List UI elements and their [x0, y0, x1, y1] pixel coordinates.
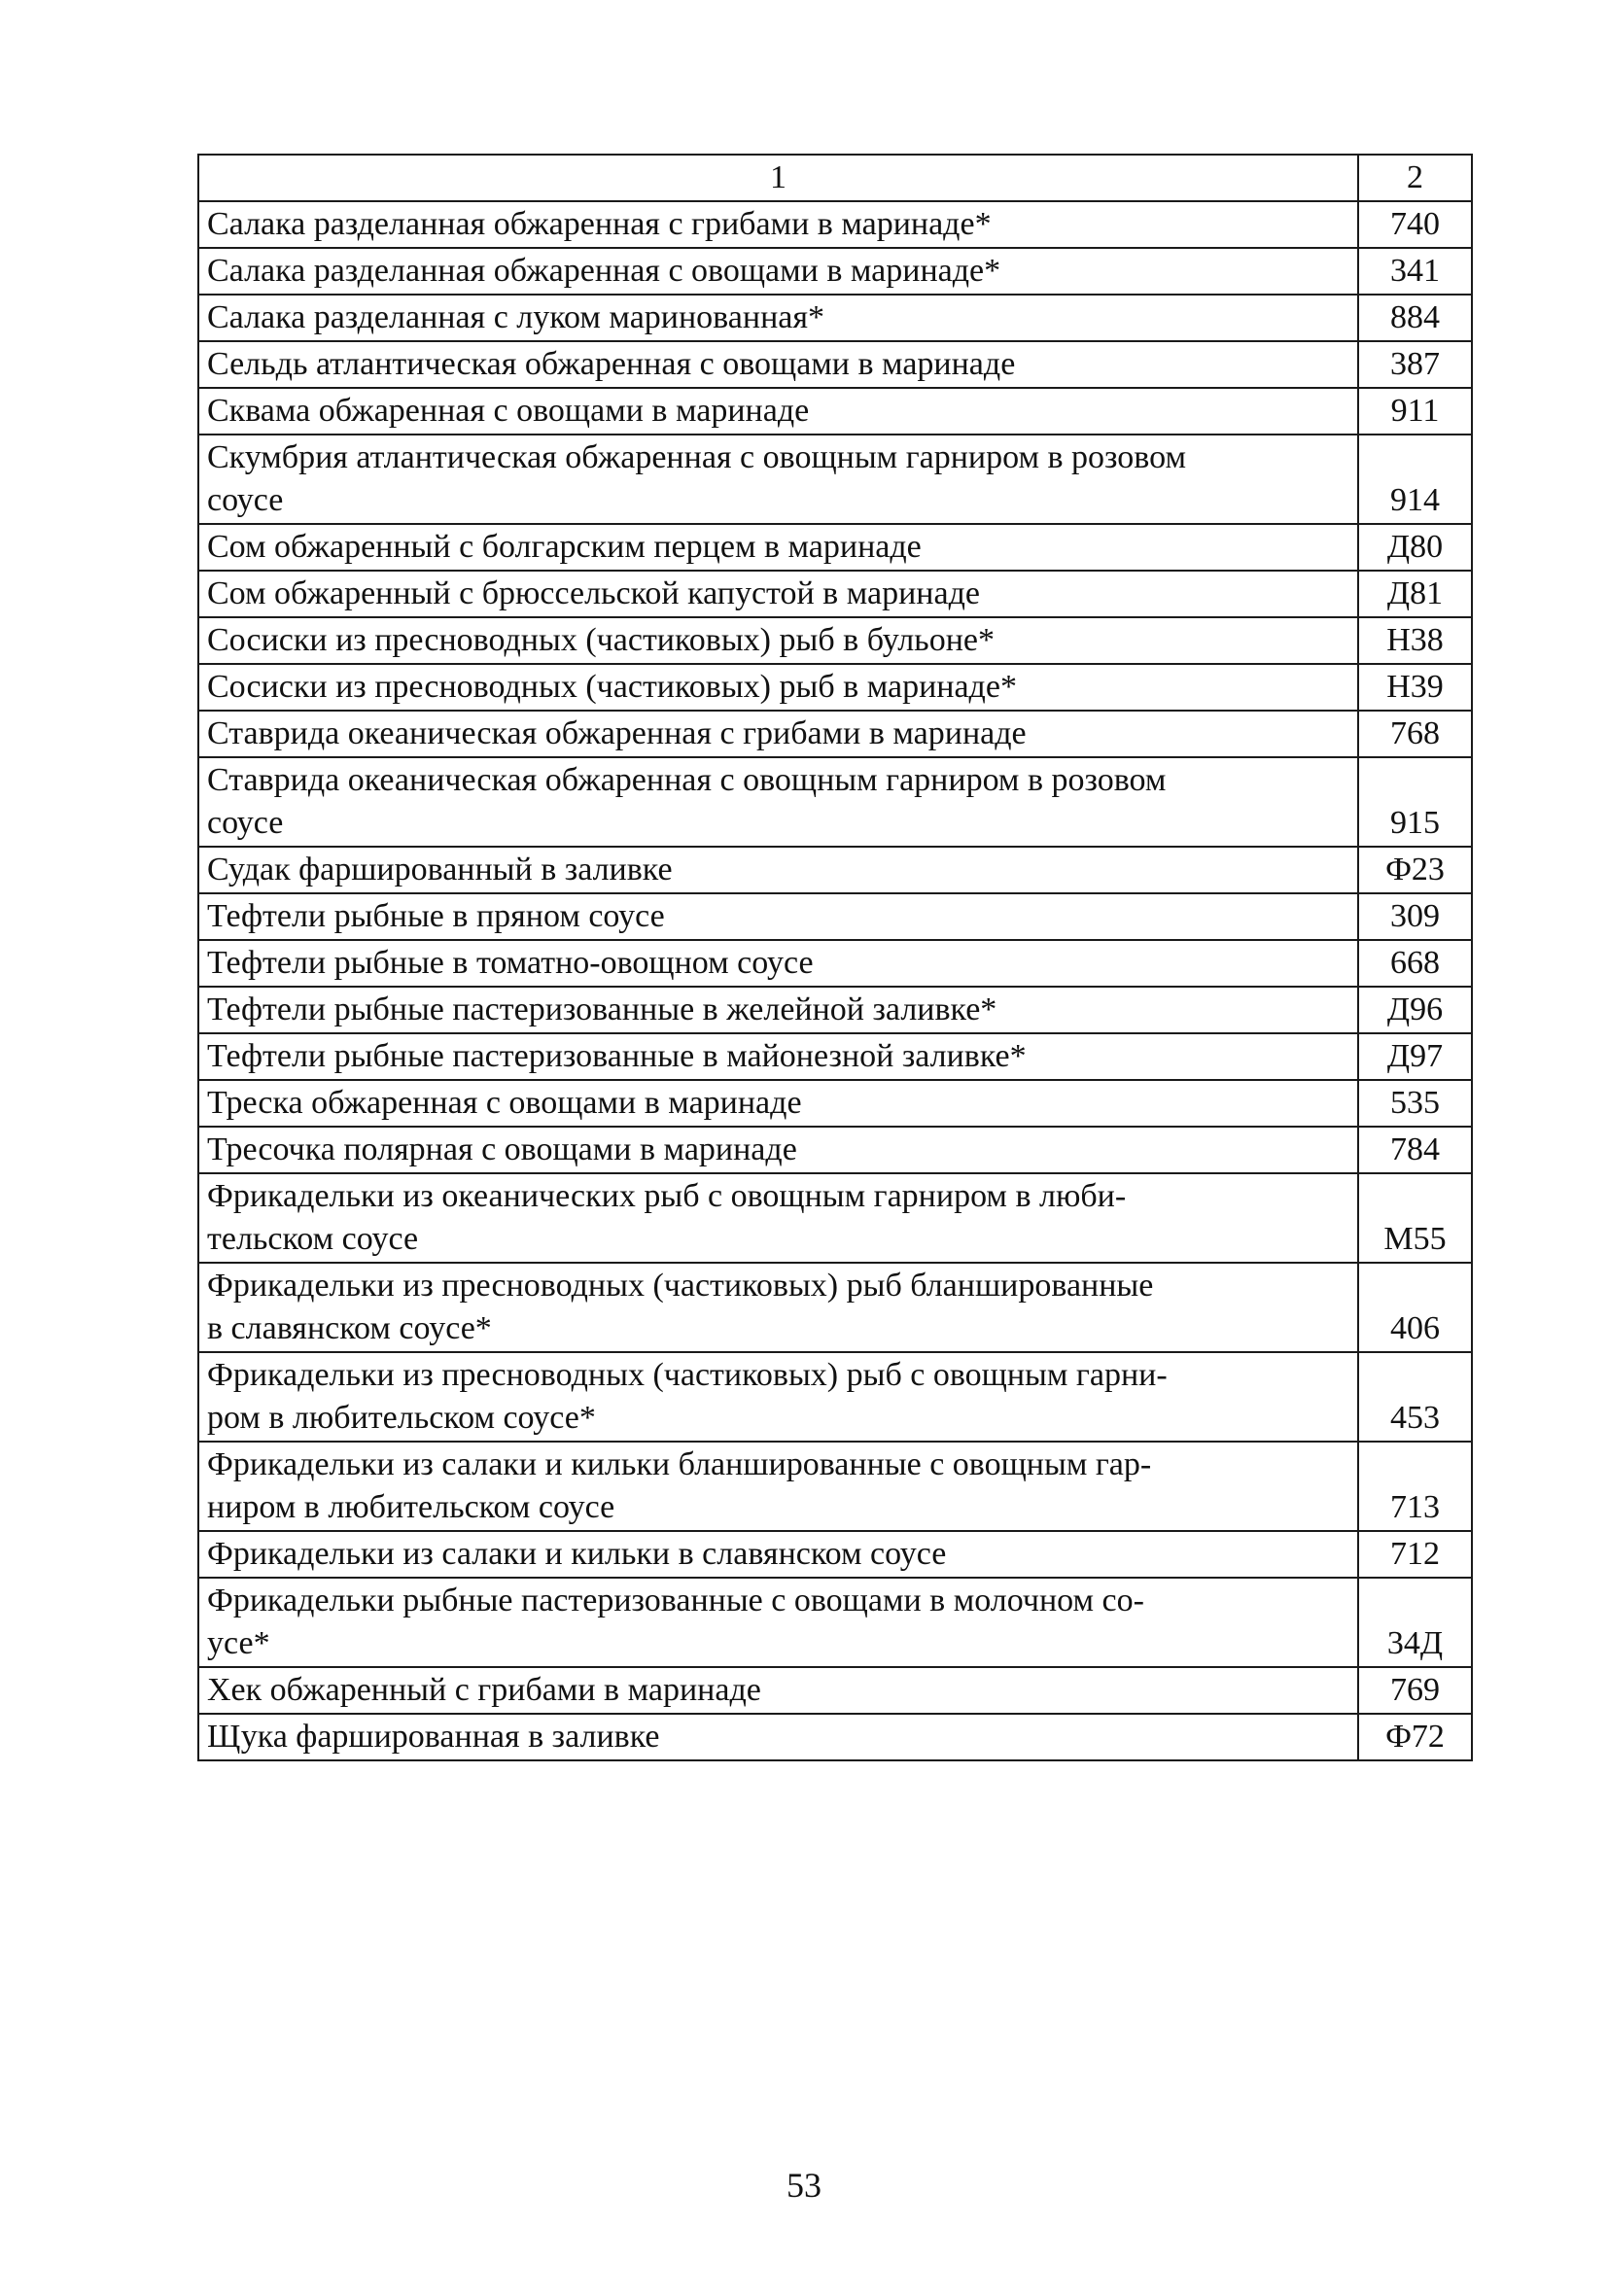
column-header-name: 1	[198, 155, 1358, 201]
product-name-cell: Сквама обжаренная с овощами в маринаде	[198, 388, 1358, 435]
product-name-cell: Салака разделанная обжаренная с грибами в маринаде*	[198, 201, 1358, 248]
table-row	[198, 1263, 1472, 1352]
column-header-code: 2	[1358, 155, 1472, 201]
table-row	[198, 1080, 1472, 1127]
product-code-cell: 884	[1358, 295, 1472, 341]
product-code-cell: 769	[1358, 1667, 1472, 1714]
product-code-cell: 406	[1358, 1263, 1472, 1352]
product-name-cell: Тефтели рыбные пастеризованные в майонезной заливке*	[198, 1033, 1358, 1080]
product-code-cell: 309	[1358, 893, 1472, 940]
table-row	[198, 1578, 1472, 1667]
product-code-cell: Н39	[1358, 664, 1472, 711]
product-name-cell: Фрикадельки из салаки и кильки в славянском соусе	[198, 1531, 1358, 1578]
table-row	[198, 341, 1472, 388]
product-code-cell: 915	[1358, 757, 1472, 847]
product-name-cell: Сосиски из пресноводных (частиковых) рыб в бульоне*	[198, 617, 1358, 664]
product-code-cell: 712	[1358, 1531, 1472, 1578]
table-row	[198, 1714, 1472, 1760]
table-row	[198, 893, 1472, 940]
product-name-cell: Судак фаршированный в заливке	[198, 847, 1358, 893]
product-code-cell: Д96	[1358, 987, 1472, 1033]
table-row	[198, 987, 1472, 1033]
product-code-cell: 768	[1358, 711, 1472, 757]
table-row	[198, 1667, 1472, 1714]
product-name-cell: Тефтели рыбные в пряном соусе	[198, 893, 1358, 940]
product-code-cell: 341	[1358, 248, 1472, 295]
product-code-cell: Д81	[1358, 571, 1472, 617]
table-row	[198, 757, 1472, 847]
table-row	[198, 617, 1472, 664]
product-name-cell: Фрикадельки из пресноводных (частиковых) рыб с овощным гарни- ром в любительском соусе*	[198, 1352, 1358, 1442]
table-row	[198, 524, 1472, 571]
product-name-cell: Салака разделанная обжаренная с овощами в маринаде*	[198, 248, 1358, 295]
product-name-cell: Фрикадельки из океанических рыб с овощным гарниром в люби- тельском соусе	[198, 1173, 1358, 1263]
product-name-cell: Сом обжаренный с брюссельской капустой в маринаде	[198, 571, 1358, 617]
product-name-cell: Салака разделанная с луком маринованная*	[198, 295, 1358, 341]
product-name-cell: Тефтели рыбные пастеризованные в желейной заливке*	[198, 987, 1358, 1033]
product-code-cell: 453	[1358, 1352, 1472, 1442]
product-code-cell: Ф23	[1358, 847, 1472, 893]
product-code-cell: 34Д	[1358, 1578, 1472, 1667]
product-code-cell: 535	[1358, 1080, 1472, 1127]
product-code-cell: 668	[1358, 940, 1472, 987]
product-code-cell: 387	[1358, 341, 1472, 388]
table-row	[198, 295, 1472, 341]
page-number: 53	[787, 2166, 821, 2205]
table-row	[198, 711, 1472, 757]
table-row	[198, 435, 1472, 524]
product-name-cell: Сельдь атлантическая обжаренная с овощами в маринаде	[198, 341, 1358, 388]
product-code-cell: Н38	[1358, 617, 1472, 664]
product-code-table	[197, 154, 1473, 1761]
product-code-cell: Д80	[1358, 524, 1472, 571]
product-name-cell: Ставрида океаническая обжаренная с грибами в маринаде	[198, 711, 1358, 757]
product-name-cell: Фрикадельки из салаки и кильки бланшированные с овощным гар- ниром в любительском соусе	[198, 1442, 1358, 1531]
table-row	[198, 1442, 1472, 1531]
table-row	[198, 1352, 1472, 1442]
product-name-cell: Фрикадельки из пресноводных (частиковых) рыб бланшированные в славянском соусе*	[198, 1263, 1358, 1352]
table-row	[198, 664, 1472, 711]
product-name-cell: Сом обжаренный с болгарским перцем в маринаде	[198, 524, 1358, 571]
product-name-cell: Треска обжаренная с овощами в маринаде	[198, 1080, 1358, 1127]
product-name-cell: Тресочка полярная с овощами в маринаде	[198, 1127, 1358, 1173]
product-code-cell: 713	[1358, 1442, 1472, 1531]
table-row	[198, 847, 1472, 893]
table-row	[198, 571, 1472, 617]
table-row	[198, 201, 1472, 248]
product-name-cell: Хек обжаренный с грибами в маринаде	[198, 1667, 1358, 1714]
table-row	[198, 1033, 1472, 1080]
product-name-cell: Фрикадельки рыбные пастеризованные с овощами в молочном со- усе*	[198, 1578, 1358, 1667]
table-row	[198, 248, 1472, 295]
product-code-cell: 784	[1358, 1127, 1472, 1173]
table-header-row	[198, 155, 1472, 201]
product-name-cell: Ставрида океаническая обжаренная с овощным гарниром в розовом соусе	[198, 757, 1358, 847]
product-code-cell: 911	[1358, 388, 1472, 435]
product-code-cell: 914	[1358, 435, 1472, 524]
product-code-cell: Ф72	[1358, 1714, 1472, 1760]
product-code-cell: М55	[1358, 1173, 1472, 1263]
table-body	[198, 201, 1472, 1760]
table-row	[198, 940, 1472, 987]
table-row	[198, 1127, 1472, 1173]
product-name-cell: Сосиски из пресноводных (частиковых) рыб в маринаде*	[198, 664, 1358, 711]
table-row	[198, 388, 1472, 435]
product-name-cell: Щука фаршированная в заливке	[198, 1714, 1358, 1760]
table-row	[198, 1173, 1472, 1263]
product-code-cell: Д97	[1358, 1033, 1472, 1080]
table-row	[198, 1531, 1472, 1578]
product-name-cell: Скумбрия атлантическая обжаренная с овощным гарниром в розовом соусе	[198, 435, 1358, 524]
product-code-cell: 740	[1358, 201, 1472, 248]
product-name-cell: Тефтели рыбные в томатно-овощном соусе	[198, 940, 1358, 987]
